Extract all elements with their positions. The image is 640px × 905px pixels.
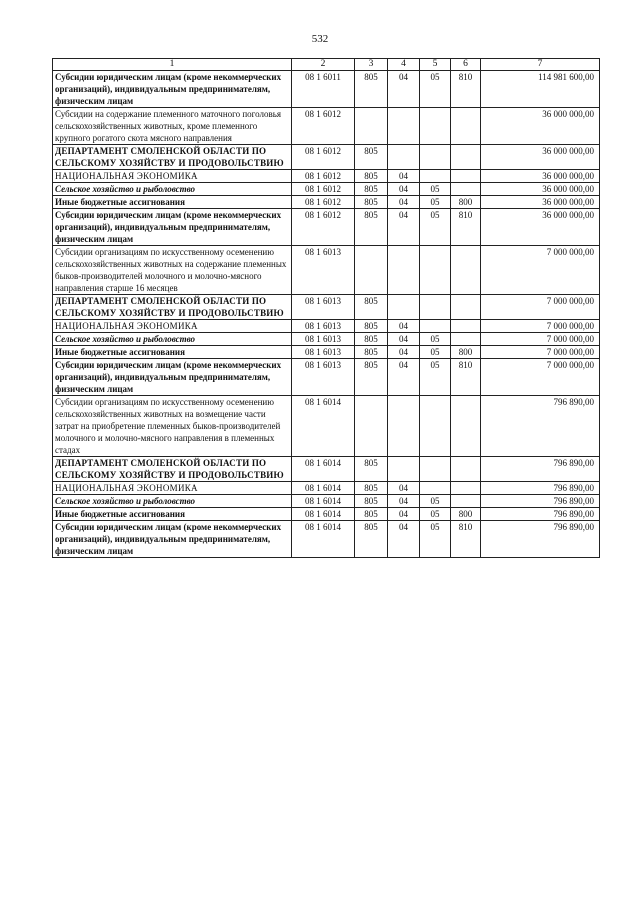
row-ministry-code: 805 <box>355 333 388 346</box>
row-ministry-code: 805 <box>355 320 388 333</box>
row-ministry-code: 805 <box>355 209 388 246</box>
row-subsection-code <box>420 396 451 457</box>
row-amount: 36 000 000,00 <box>481 209 600 246</box>
row-subsection-code <box>420 482 451 495</box>
row-name: Сельское хозяйство и рыболовство <box>53 333 292 346</box>
row-name: Субсидии на содержание племенного маточного поголовья сельскохозяйственных животных, кроме племенного крупного рогатого скота мясного направления <box>53 108 292 145</box>
row-ministry-code: 805 <box>355 71 388 108</box>
row-code: 08 1 6013 <box>292 246 355 295</box>
row-ministry-code: 805 <box>355 183 388 196</box>
column-header: 1 <box>53 59 292 71</box>
row-code: 08 1 6013 <box>292 295 355 320</box>
row-section-code <box>388 396 420 457</box>
table-row <box>53 170 600 183</box>
row-expense-type-code <box>451 108 481 145</box>
table-row <box>53 346 600 359</box>
row-name: НАЦИОНАЛЬНАЯ ЭКОНОМИКА <box>53 320 292 333</box>
table-row <box>53 196 600 209</box>
row-ministry-code: 805 <box>355 495 388 508</box>
column-header: 4 <box>388 59 420 71</box>
row-subsection-code <box>420 295 451 320</box>
row-name: Субсидии юридическим лицам (кроме некоммерческих организаций), индивидуальным предпринимателям, физическим лицам <box>53 521 292 558</box>
row-subsection-code <box>420 320 451 333</box>
row-amount: 36 000 000,00 <box>481 196 600 209</box>
row-section-code: 04 <box>388 183 420 196</box>
row-section-code <box>388 246 420 295</box>
row-code: 08 1 6014 <box>292 495 355 508</box>
row-section-code: 04 <box>388 346 420 359</box>
row-expense-type-code <box>451 457 481 482</box>
row-section-code: 04 <box>388 196 420 209</box>
row-section-code <box>388 108 420 145</box>
row-name: ДЕПАРТАМЕНТ СМОЛЕНСКОЙ ОБЛАСТИ ПО СЕЛЬСКОМУ ХОЗЯЙСТВУ И ПРОДОВОЛЬСТВИЮ <box>53 457 292 482</box>
row-name: Субсидии юридическим лицам (кроме некоммерческих организаций), индивидуальным предпринимателям, физическим лицам <box>53 71 292 108</box>
row-amount: 7 000 000,00 <box>481 346 600 359</box>
row-amount: 796 890,00 <box>481 396 600 457</box>
table-row <box>53 246 600 295</box>
table-row <box>53 183 600 196</box>
row-amount: 796 890,00 <box>481 482 600 495</box>
row-section-code: 04 <box>388 495 420 508</box>
row-code: 08 1 6012 <box>292 170 355 183</box>
table-row <box>53 320 600 333</box>
row-expense-type-code: 800 <box>451 346 481 359</box>
row-ministry-code <box>355 396 388 457</box>
row-subsection-code: 05 <box>420 333 451 346</box>
row-name: Субсидии организациям по искусственному осеменению сельскохозяйственных животных на возмещение части затрат на приобретение племенных быков-производителей молочного и молочно-мясного направления в племенных стадах <box>53 396 292 457</box>
table-row <box>53 145 600 170</box>
row-name: ДЕПАРТАМЕНТ СМОЛЕНСКОЙ ОБЛАСТИ ПО СЕЛЬСКОМУ ХОЗЯЙСТВУ И ПРОДОВОЛЬСТВИЮ <box>53 145 292 170</box>
row-code: 08 1 6012 <box>292 209 355 246</box>
table-row <box>53 108 600 145</box>
row-section-code: 04 <box>388 320 420 333</box>
row-amount: 114 981 600,00 <box>481 71 600 108</box>
row-name: Иные бюджетные ассигнования <box>53 196 292 209</box>
row-ministry-code: 805 <box>355 508 388 521</box>
row-code: 08 1 6012 <box>292 183 355 196</box>
row-ministry-code <box>355 108 388 145</box>
row-subsection-code: 05 <box>420 495 451 508</box>
row-subsection-code <box>420 457 451 482</box>
row-expense-type-code <box>451 495 481 508</box>
row-section-code: 04 <box>388 508 420 521</box>
row-section-code: 04 <box>388 521 420 558</box>
row-code: 08 1 6013 <box>292 346 355 359</box>
row-expense-type-code: 810 <box>451 521 481 558</box>
row-code: 08 1 6013 <box>292 320 355 333</box>
column-header: 2 <box>292 59 355 71</box>
page-number: 532 <box>311 33 329 45</box>
row-ministry-code: 805 <box>355 359 388 396</box>
row-name: НАЦИОНАЛЬНАЯ ЭКОНОМИКА <box>53 482 292 495</box>
row-subsection-code: 05 <box>420 359 451 396</box>
row-code: 08 1 6012 <box>292 108 355 145</box>
row-amount: 7 000 000,00 <box>481 246 600 295</box>
table-row <box>53 359 600 396</box>
row-ministry-code: 805 <box>355 457 388 482</box>
row-section-code: 04 <box>388 333 420 346</box>
row-section-code <box>388 295 420 320</box>
row-code: 08 1 6014 <box>292 396 355 457</box>
row-name: ДЕПАРТАМЕНТ СМОЛЕНСКОЙ ОБЛАСТИ ПО СЕЛЬСКОМУ ХОЗЯЙСТВУ И ПРОДОВОЛЬСТВИЮ <box>53 295 292 320</box>
row-section-code: 04 <box>388 170 420 183</box>
row-subsection-code <box>420 246 451 295</box>
row-expense-type-code: 800 <box>451 196 481 209</box>
row-name: Субсидии организациям по искусственному осеменению сельскохозяйственных животных на содержание племенных быков-производителей молочного и молочно-мясного направления старше 16 месяцев <box>53 246 292 295</box>
row-ministry-code: 805 <box>355 170 388 183</box>
table-row <box>53 482 600 495</box>
row-expense-type-code <box>451 396 481 457</box>
row-name: Субсидии юридическим лицам (кроме некоммерческих организаций), индивидуальным предпринимателям, физическим лицам <box>53 359 292 396</box>
row-ministry-code <box>355 246 388 295</box>
row-expense-type-code <box>451 183 481 196</box>
row-code: 08 1 6012 <box>292 145 355 170</box>
row-amount: 7 000 000,00 <box>481 295 600 320</box>
row-name: НАЦИОНАЛЬНАЯ ЭКОНОМИКА <box>53 170 292 183</box>
table-row <box>53 209 600 246</box>
row-expense-type-code <box>451 482 481 495</box>
row-amount: 7 000 000,00 <box>481 333 600 346</box>
row-ministry-code: 805 <box>355 346 388 359</box>
row-subsection-code <box>420 145 451 170</box>
row-section-code: 04 <box>388 359 420 396</box>
row-code: 08 1 6014 <box>292 482 355 495</box>
row-expense-type-code: 800 <box>451 508 481 521</box>
row-subsection-code <box>420 170 451 183</box>
row-name: Иные бюджетные ассигнования <box>53 346 292 359</box>
row-expense-type-code: 810 <box>451 209 481 246</box>
row-amount: 7 000 000,00 <box>481 359 600 396</box>
row-code: 08 1 6014 <box>292 457 355 482</box>
row-section-code: 04 <box>388 482 420 495</box>
row-section-code <box>388 457 420 482</box>
row-name: Сельское хозяйство и рыболовство <box>53 495 292 508</box>
row-amount: 796 890,00 <box>481 495 600 508</box>
table-row <box>53 508 600 521</box>
table-row <box>53 396 600 457</box>
row-ministry-code: 805 <box>355 295 388 320</box>
table-row <box>53 71 600 108</box>
row-code: 08 1 6014 <box>292 508 355 521</box>
column-header: 5 <box>420 59 451 71</box>
row-section-code <box>388 145 420 170</box>
table-header-row <box>53 59 600 71</box>
row-expense-type-code: 810 <box>451 71 481 108</box>
row-expense-type-code <box>451 246 481 295</box>
row-amount: 796 890,00 <box>481 521 600 558</box>
table-row <box>53 457 600 482</box>
row-expense-type-code <box>451 170 481 183</box>
row-amount: 7 000 000,00 <box>481 320 600 333</box>
row-code: 08 1 6013 <box>292 333 355 346</box>
row-amount: 36 000 000,00 <box>481 183 600 196</box>
column-header: 3 <box>355 59 388 71</box>
row-ministry-code: 805 <box>355 482 388 495</box>
row-subsection-code: 05 <box>420 209 451 246</box>
row-subsection-code: 05 <box>420 508 451 521</box>
row-code: 08 1 6012 <box>292 196 355 209</box>
row-expense-type-code <box>451 295 481 320</box>
row-subsection-code: 05 <box>420 521 451 558</box>
table-row <box>53 333 600 346</box>
column-header: 7 <box>481 59 600 71</box>
row-amount: 796 890,00 <box>481 457 600 482</box>
column-header: 6 <box>451 59 481 71</box>
row-section-code: 04 <box>388 209 420 246</box>
row-subsection-code <box>420 108 451 145</box>
row-section-code: 04 <box>388 71 420 108</box>
row-code: 08 1 6014 <box>292 521 355 558</box>
row-ministry-code: 805 <box>355 521 388 558</box>
table-row <box>53 521 600 558</box>
row-expense-type-code <box>451 333 481 346</box>
row-subsection-code: 05 <box>420 346 451 359</box>
row-code: 08 1 6011 <box>292 71 355 108</box>
table-row <box>53 495 600 508</box>
row-amount: 36 000 000,00 <box>481 108 600 145</box>
row-ministry-code: 805 <box>355 145 388 170</box>
row-ministry-code: 805 <box>355 196 388 209</box>
row-subsection-code: 05 <box>420 71 451 108</box>
row-subsection-code: 05 <box>420 183 451 196</box>
row-name: Субсидии юридическим лицам (кроме некоммерческих организаций), индивидуальным предпринимателям, физическим лицам <box>53 209 292 246</box>
row-amount: 36 000 000,00 <box>481 170 600 183</box>
row-expense-type-code: 810 <box>451 359 481 396</box>
budget-table <box>52 58 600 558</box>
row-name: Сельское хозяйство и рыболовство <box>53 183 292 196</box>
row-amount: 36 000 000,00 <box>481 145 600 170</box>
row-code: 08 1 6013 <box>292 359 355 396</box>
row-expense-type-code <box>451 145 481 170</box>
row-expense-type-code <box>451 320 481 333</box>
row-amount: 796 890,00 <box>481 508 600 521</box>
row-subsection-code: 05 <box>420 196 451 209</box>
table-row <box>53 295 600 320</box>
row-name: Иные бюджетные ассигнования <box>53 508 292 521</box>
